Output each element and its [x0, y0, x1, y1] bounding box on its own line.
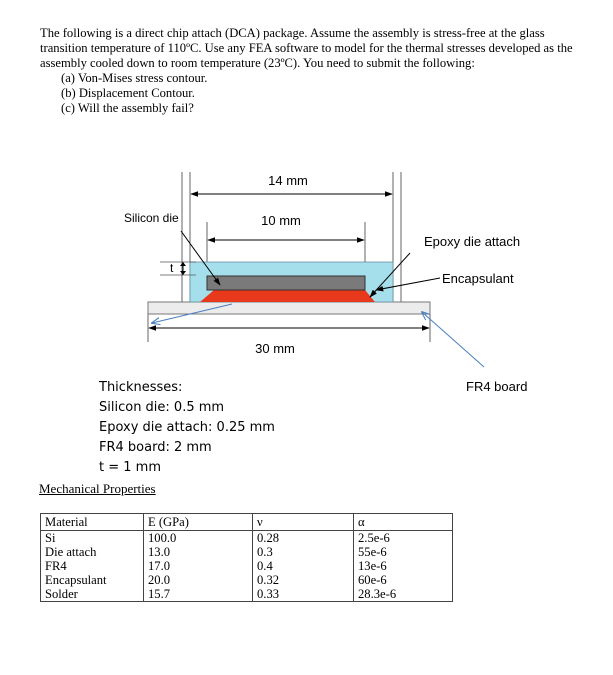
- table-row: [41, 531, 453, 546]
- thickness-line: t = 1 mm: [99, 460, 161, 475]
- table-cell: 2.5e-6: [354, 531, 453, 546]
- table-cell: Encapsulant: [41, 573, 144, 587]
- table-cell: 0.3: [253, 545, 354, 559]
- epoxy-die-attach: [200, 290, 375, 302]
- mechanical-properties-table: [40, 513, 453, 602]
- label-10mm: 10 mm: [261, 213, 301, 228]
- label-t: t: [170, 261, 174, 275]
- table-cell: 28.3e-6: [354, 587, 453, 602]
- header-cell: ν: [253, 514, 354, 531]
- fr4-board: [148, 302, 430, 314]
- extension-lines: [148, 172, 430, 342]
- table-header-row: [41, 514, 453, 531]
- thickness-line: Silicon die: 0.5 mm: [99, 400, 225, 415]
- table-cell: 100.0: [144, 531, 253, 546]
- deliverable-item: (b) Displacement Contour.: [61, 86, 195, 100]
- mechanical-properties-title: Mechanical Properties: [39, 481, 156, 496]
- table-cell: 13e-6: [354, 559, 453, 573]
- table-cell: 0.4: [253, 559, 354, 573]
- table-cell: 0.32: [253, 573, 354, 587]
- table-cell: FR4: [41, 559, 144, 573]
- table-cell: 20.0: [144, 573, 253, 587]
- label-fr4-board: FR4 board: [466, 379, 528, 394]
- problem-text: The following is a direct chip attach (DCA) package. Assume the assembly is stress-free at the glass transition temperature of 110ºC. Use any FEA software to model for the thermal stresses developed as the assembly cooled down to room temperature (23ºC). You need to submit the following:: [40, 26, 573, 70]
- deliverable-item: (a) Von-Mises stress contour.: [61, 71, 208, 85]
- table-cell: 17.0: [144, 559, 253, 573]
- table-cell: Si: [41, 531, 144, 546]
- table-row: [41, 587, 453, 602]
- deliverable-item: (c) Will the assembly fail?: [61, 101, 194, 115]
- label-epoxy-die-attach: Epoxy die attach: [424, 234, 521, 249]
- thickness-line: Epoxy die attach: 0.25 mm: [99, 420, 275, 435]
- thicknesses-block: [99, 378, 275, 478]
- table-cell: 15.7: [144, 587, 253, 602]
- label-14mm: 14 mm: [268, 173, 308, 188]
- header-cell: α: [354, 514, 453, 531]
- label-silicon-die: Silicon die: [124, 211, 179, 225]
- table-cell: 60e-6: [354, 573, 453, 587]
- label-encapsulant: Encapsulant: [442, 271, 514, 286]
- table-cell: Solder: [41, 587, 144, 602]
- table-cell: 0.28: [253, 531, 354, 546]
- table-row: [41, 545, 453, 559]
- table-cell: 13.0: [144, 545, 253, 559]
- leader-fr4-right: [422, 312, 484, 367]
- thicknesses-title: Thicknesses:: [99, 380, 183, 395]
- header-cell: E (GPa): [144, 514, 253, 531]
- table-row: [41, 559, 453, 573]
- table-cell: 55e-6: [354, 545, 453, 559]
- label-30mm: 30 mm: [255, 341, 295, 356]
- table-row: [41, 573, 453, 587]
- table-cell: 0.33: [253, 587, 354, 602]
- table-cell: Die attach: [41, 545, 144, 559]
- thickness-line: FR4 board: 2 mm: [99, 440, 212, 455]
- silicon-die: [207, 276, 365, 290]
- header-cell: Material: [41, 514, 144, 531]
